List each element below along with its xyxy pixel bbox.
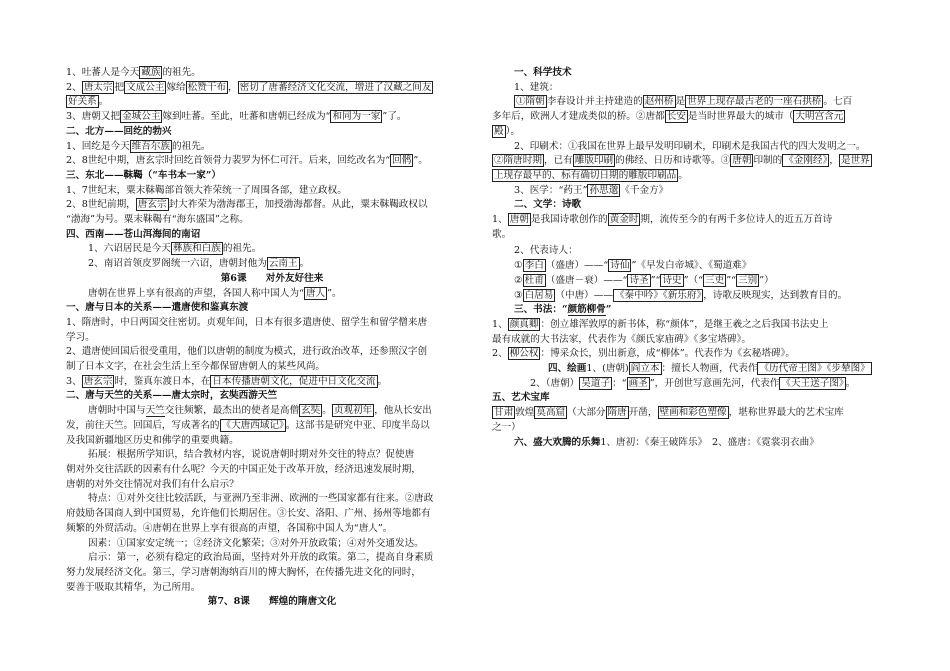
text-run: 1、(唐朝) <box>586 363 629 375</box>
text-line <box>492 391 906 406</box>
boxed-term: 唐朝 <box>509 214 529 226</box>
text-run: ：“ <box>612 377 627 389</box>
boxed-term: 三吏 <box>705 274 725 286</box>
text-run: 2、8世纪中期，唐玄宗时回纥首领骨力裴罗为怀仁可汗。后来，回纥改名为“ <box>66 155 391 167</box>
text-run: 的佛经、日历和诗歌等。③ <box>615 155 731 167</box>
text-run: ”《早发白帝城》、《蜀道难》 <box>631 260 752 272</box>
text-run: ”。 <box>327 287 342 299</box>
boxed-term: 玄奘 <box>301 405 321 417</box>
left-column <box>66 66 478 610</box>
boxed-term: 甘肃 <box>494 407 514 419</box>
text-line <box>492 95 906 110</box>
text-line <box>66 478 478 493</box>
text-line <box>66 375 478 390</box>
text-run: 最有成就的大书法家，代表作为《颜氏家庙碑》《多宝塔碑》。 <box>492 333 752 345</box>
text-run: 拓展：根据所学知识，结合教材内容，说说唐朝时期对外交往的特点？促使唐 <box>88 449 415 461</box>
text-line <box>66 492 478 507</box>
boxed-term: 《历代帝王图》《步辇图》 <box>759 363 870 375</box>
boxed-term: 吴道子 <box>581 377 611 389</box>
text-run: ② <box>514 274 523 286</box>
text-run: 朝对外交往活跃的因素有什么呢？今天的中国正处于改革开放，经济迅速发展时期， <box>66 463 421 475</box>
text-line <box>66 213 478 228</box>
right-column <box>492 66 906 450</box>
text-run: 第7、8课 辉煌的隋唐文化 <box>207 596 337 608</box>
text-run: 2、（唐朝） <box>530 377 580 389</box>
text-run: 二、唐与天竺的关系——唐太宗时，玄奘西游天竺 <box>66 390 278 402</box>
boxed-term: 柳公权 <box>509 348 539 360</box>
text-line <box>66 125 478 140</box>
boxed-term: 好关系 <box>68 96 97 108</box>
text-line <box>492 421 906 436</box>
text-line <box>492 125 906 140</box>
text-line <box>66 434 478 449</box>
boxed-term: 李白 <box>524 260 544 272</box>
text-run: 唐朝在世界上享有很高的声望，各国人称中国人为“ <box>88 287 304 299</box>
text-line <box>66 566 478 581</box>
text-run: 四、西南——苍山洱海间的南诏 <box>66 228 201 240</box>
text-line <box>492 289 906 304</box>
text-run: 制了日本文字，在社会生活上至今都保留唐朝人的某些风尚。 <box>66 361 326 373</box>
text-run: 2、 <box>66 81 82 93</box>
text-run: ③ <box>514 289 523 301</box>
text-run: ”“ <box>650 274 661 286</box>
text-run: 2、印刷术：①我国在世界上最早发明印刷术，印刷术是我国古代的四大发明之一。 <box>514 140 866 152</box>
text-line <box>66 404 478 419</box>
text-run: ”“ <box>726 274 737 286</box>
text-run: ”） <box>759 274 774 286</box>
text-run: 1、建筑： <box>514 81 559 93</box>
text-run: ”，开创世写意画先河，代表作 <box>649 377 780 389</box>
text-run: ，堪称世界最大的艺术宝库 <box>728 407 844 419</box>
boxed-term: 长安 <box>666 111 686 123</box>
text-line <box>492 140 906 155</box>
text-line <box>66 316 478 331</box>
boxed-term: ②隋唐时期 <box>494 155 542 167</box>
text-run: ）。 <box>505 125 520 137</box>
text-run: 时，鉴真东渡日本，在 <box>114 375 211 387</box>
text-run: 嫁到吐蕃。至此，吐蕃和唐朝已经成为“ <box>162 111 331 123</box>
text-line <box>492 333 906 348</box>
text-run: 是 <box>675 96 686 108</box>
boxed-term: 壁画和彩色塑像 <box>659 407 727 419</box>
text-run: 1、7世纪末，粟末靺鞨部首领大祚荣统一了周围各部，建立政权。 <box>66 184 347 196</box>
text-run: （中唐）—— <box>555 289 613 301</box>
text-run: 把 <box>114 81 125 93</box>
text-line <box>492 154 906 169</box>
text-line <box>66 257 478 272</box>
text-line <box>492 228 906 243</box>
boxed-term: 唐玄宗 <box>137 199 167 211</box>
text-run: 的祖先。 <box>162 67 201 78</box>
text-run: 2、南诏首领皮罗阁统一六诏，唐朝封他为 <box>88 258 267 270</box>
boxed-term: 孙思邈 <box>589 184 619 196</box>
text-run: 发，前往天竺。回国后，写成著名的 <box>66 419 220 431</box>
text-run: 李春设计并主持建造的 <box>546 96 643 108</box>
text-run: 。这部书是研究中亚、印度半岛以 <box>285 419 430 431</box>
boxed-term: 殿 <box>494 125 504 137</box>
text-run: 。 <box>845 377 856 389</box>
text-run: 唐朝时中国与 <box>88 405 146 417</box>
text-run: 歌。 <box>492 228 512 240</box>
boxed-term: 雕版印刷 <box>574 155 614 167</box>
text-run: （盛唐）——“ <box>545 260 609 272</box>
text-run: 及我国新疆地区历史和佛学的重要典籍。 <box>66 434 239 446</box>
text-run: 一、科学技术 <box>514 67 572 78</box>
text-run: ，他从长安出 <box>374 405 432 417</box>
boxed-term: ①隋朝 <box>516 96 545 108</box>
text-run: 之一） <box>492 421 521 433</box>
text-line <box>66 272 478 287</box>
boxed-term: 世界上现存最古老的一座石拱桥 <box>687 96 822 108</box>
text-run: 1、吐蕃人是今天 <box>66 67 140 78</box>
text-run: 1、唐初：《秦王破阵乐》 2、盛唐：《霓裳羽衣曲》 <box>600 436 819 448</box>
text-run: 。 <box>299 258 310 270</box>
text-run: ” <box>605 304 612 316</box>
boxed-term: 杜甫 <box>524 274 544 286</box>
boxed-term: 诗史 <box>662 274 682 286</box>
text-run: 三、书法：“ <box>514 304 568 316</box>
text-line <box>66 581 478 596</box>
text-run: 。 <box>377 375 388 387</box>
text-run: 1、六诏居民是今天 <box>88 243 171 255</box>
text-line <box>66 184 478 199</box>
text-run: 多年后，欧洲人才建成类似的桥。②唐都 <box>492 111 665 123</box>
text-run: ，诗歌反映现实，达到教育目的。 <box>703 289 848 301</box>
text-run: “渤海”为号。粟末靺鞨有“海东盛国”之称。 <box>66 214 249 226</box>
boxed-term: 是世界 <box>840 155 870 167</box>
boxed-term: 赵州桥 <box>644 96 674 108</box>
text-run: （大部分 <box>567 407 606 419</box>
text-line <box>66 110 478 125</box>
text-line <box>492 406 906 421</box>
boxed-term: 隋唐 <box>607 407 627 419</box>
text-run: 因素：①国家安定统一；②经济文化繁荣；③对外开放政策；④对外交通发达。 <box>88 537 424 549</box>
text-run: 学习。 <box>66 331 95 343</box>
text-line <box>66 198 478 213</box>
text-run: ”了。 <box>382 111 407 123</box>
text-run: 嫁给 <box>166 81 186 93</box>
text-run: ， <box>829 155 839 167</box>
text-line <box>492 66 906 81</box>
boxed-term: 贞观初年 <box>333 405 373 417</box>
text-run: 2、 <box>492 348 508 360</box>
text-line <box>66 81 478 96</box>
boxed-term: 唐玄宗 <box>83 375 113 387</box>
text-line <box>66 95 478 110</box>
boxed-term: 三别 <box>738 274 758 286</box>
text-run: 3、唐朝又把 <box>66 111 121 123</box>
text-line <box>492 377 906 392</box>
boxed-term: 上现存最早的、标有确切日期的雕版印刷品 <box>494 169 677 181</box>
text-run: 1、隋唐时，中日两国交往密切。贞观年间，日本有很多遣唐使、留学生和留学僧来唐 <box>66 316 428 328</box>
text-line <box>66 242 478 257</box>
text-line <box>66 448 478 463</box>
text-run: 府鼓励各国商人到中国贸易，允许他们长期居住。③长安、洛阳、广州、扬州等地都有 <box>66 508 431 520</box>
text-run: 是我国诗歌创作的 <box>530 214 608 226</box>
boxed-term: 松赞干布 <box>187 81 227 93</box>
text-line <box>66 595 478 610</box>
text-line <box>66 389 478 404</box>
boxed-term: 唐朝 <box>732 155 752 167</box>
text-run: 。七百 <box>823 96 853 108</box>
text-run: 。 <box>678 169 688 181</box>
text-line <box>66 169 478 184</box>
text-line <box>492 436 906 451</box>
inline-heading: 四、绘画 <box>548 363 587 375</box>
text-line <box>492 198 906 213</box>
inline-heading: 六、盛大欢腾的乐舞 <box>514 436 601 448</box>
boxed-term: 密切了唐蕃经济文化交流，增进了汉藏之间友 <box>239 81 432 93</box>
text-line <box>66 360 478 375</box>
boxed-term: 唐人 <box>305 287 326 299</box>
text-run: ：创立雄浑敦厚的新书体，称“颜体”，是继王羲之之后我国书法史上 <box>540 318 829 330</box>
boxed-term: 莫高窟 <box>536 407 566 419</box>
text-run: 一、唐与日本的关系——遣唐使和鉴真东渡 <box>66 302 249 314</box>
text-run: 开凿， <box>628 407 658 419</box>
text-run: 的祖先。 <box>222 243 262 255</box>
boxed-term: 金城公主 <box>122 111 161 123</box>
text-line <box>66 463 478 478</box>
text-run: 五、艺术宝库 <box>492 392 550 404</box>
text-run: 封大祚荣为渤海郡王，加授渤海都督。从此，粟末靺鞨政权以 <box>168 199 428 211</box>
text-line <box>66 507 478 522</box>
boxed-term: 《秦中吟》《新乐府》 <box>614 289 702 301</box>
boxed-term: 《天王送子图》 <box>781 377 844 389</box>
boxed-term: 维吾尔族 <box>131 140 171 152</box>
text-run: ， <box>228 81 238 93</box>
boxed-term: 阎立本 <box>630 363 660 375</box>
text-run: 二、北方——回纥的勃兴 <box>66 125 172 137</box>
text-line <box>492 347 906 362</box>
underlined-term: 天竺 <box>145 405 165 417</box>
text-run: 《千金方》 <box>620 184 669 196</box>
text-run: 要善于吸取其精华，为己所用。 <box>66 581 201 593</box>
text-run: 三、东北——靺鞨（“车书本一家”） <box>66 169 221 181</box>
text-run: ”（“ <box>683 274 704 286</box>
text-line <box>492 362 906 377</box>
text-run: 印制的 <box>753 155 783 167</box>
text-run: 特点：①对外交往比较活跃，与亚洲乃至非洲、欧洲的一些国家都有往来。②唐政 <box>88 493 434 505</box>
boxed-term: 白居易 <box>524 289 554 301</box>
text-line <box>66 140 478 155</box>
boxed-term: 回鹘 <box>392 155 412 167</box>
text-run: 。 <box>98 96 109 108</box>
text-line <box>66 419 478 434</box>
text-line <box>492 318 906 333</box>
text-run: 。 <box>322 405 332 417</box>
text-line <box>66 522 478 537</box>
text-run: 敦煌 <box>515 407 535 419</box>
text-run: 努力发展经济文化。第三，学习唐朝海纳百川的博大胸怀，在传播先进文化的同时， <box>66 566 421 578</box>
text-run: 唐朝的对外交往情况对我们有什么启示？ <box>66 478 239 490</box>
text-run: 是当时世界最大的城市（ <box>687 111 794 123</box>
boxed-term: 《金刚经》 <box>784 155 828 167</box>
text-run: ① <box>514 260 523 272</box>
text-run: 2、遣唐使回国后很受重用，他们以唐朝的制度为模式，进行政治改革，还参照汉字创 <box>66 346 428 358</box>
text-line <box>66 345 478 360</box>
text-run: 的祖先。 <box>172 140 211 152</box>
text-line <box>66 66 478 81</box>
underlined-term: 颜筋柳骨 <box>567 304 606 316</box>
boxed-term: 《大唐西域记》 <box>221 419 284 431</box>
text-run: 2、代表诗人： <box>514 245 578 257</box>
text-run: ：擅长人物画，代表作 <box>661 363 758 375</box>
text-run: ”。 <box>413 155 428 167</box>
text-line <box>492 303 906 318</box>
boxed-term: 彝族和白族 <box>172 243 221 255</box>
text-line <box>66 301 478 316</box>
text-line <box>492 274 906 289</box>
text-line <box>492 169 906 184</box>
boxed-term: 诗圣 <box>629 274 649 286</box>
text-line <box>66 537 478 552</box>
text-run: 2、8世纪前期， <box>66 199 136 211</box>
text-line <box>492 81 906 96</box>
boxed-term: 藏族 <box>141 67 161 78</box>
text-line <box>66 551 478 566</box>
text-run: 频繁的外贸活动。④唐朝在世界上享有很高的声望，各国称中国人为“唐人”。 <box>66 522 393 534</box>
text-run: （盛唐－衰）——“ <box>545 274 628 286</box>
boxed-term: 唐太宗 <box>83 81 113 93</box>
text-run: 交往频繁，最杰出的使者是高僧 <box>164 405 300 417</box>
boxed-term: 颜真卿 <box>509 318 539 330</box>
boxed-term: 诗仙 <box>610 260 630 272</box>
text-run: ：博采众长，别出新意，成“柳体”。代表作为《玄秘塔碑》。 <box>540 348 795 360</box>
text-run: 期，流传至今的有两千多位诗人的近五万首诗 <box>640 214 833 226</box>
text-run: 启示：第一，必须有稳定的政治局面，坚持对外开放的政策。第二，提高自身素质 <box>88 552 434 564</box>
boxed-term: 画圣 <box>628 377 648 389</box>
text-line <box>66 154 478 169</box>
boxed-term: 和同为一家 <box>332 111 381 123</box>
text-line <box>492 184 906 199</box>
text-run: 第6课 对外友好往来 <box>220 272 324 284</box>
text-line <box>66 331 478 346</box>
boxed-term: 黄金时 <box>609 214 639 226</box>
text-line <box>66 287 478 302</box>
text-run: ，已有 <box>543 155 573 167</box>
boxed-term: 大明宫含元 <box>795 111 844 123</box>
text-line <box>492 213 906 228</box>
boxed-term: 日本传播唐朝文化，促进中日文化交流 <box>212 375 376 387</box>
text-line <box>492 259 906 274</box>
text-run: 二、文学：诗歌 <box>514 199 582 211</box>
text-run: 1、 <box>492 214 508 226</box>
text-line <box>492 110 906 125</box>
text-run: 3、 <box>66 375 82 387</box>
boxed-term: 文成公主 <box>126 81 165 93</box>
text-line <box>66 228 478 243</box>
text-run: 3、医学：“药王” <box>514 184 588 196</box>
boxed-term: 云南王 <box>268 258 298 270</box>
text-line <box>492 244 906 259</box>
text-run: 1、回纥是今天 <box>66 140 130 152</box>
text-run: 1、 <box>492 318 508 330</box>
